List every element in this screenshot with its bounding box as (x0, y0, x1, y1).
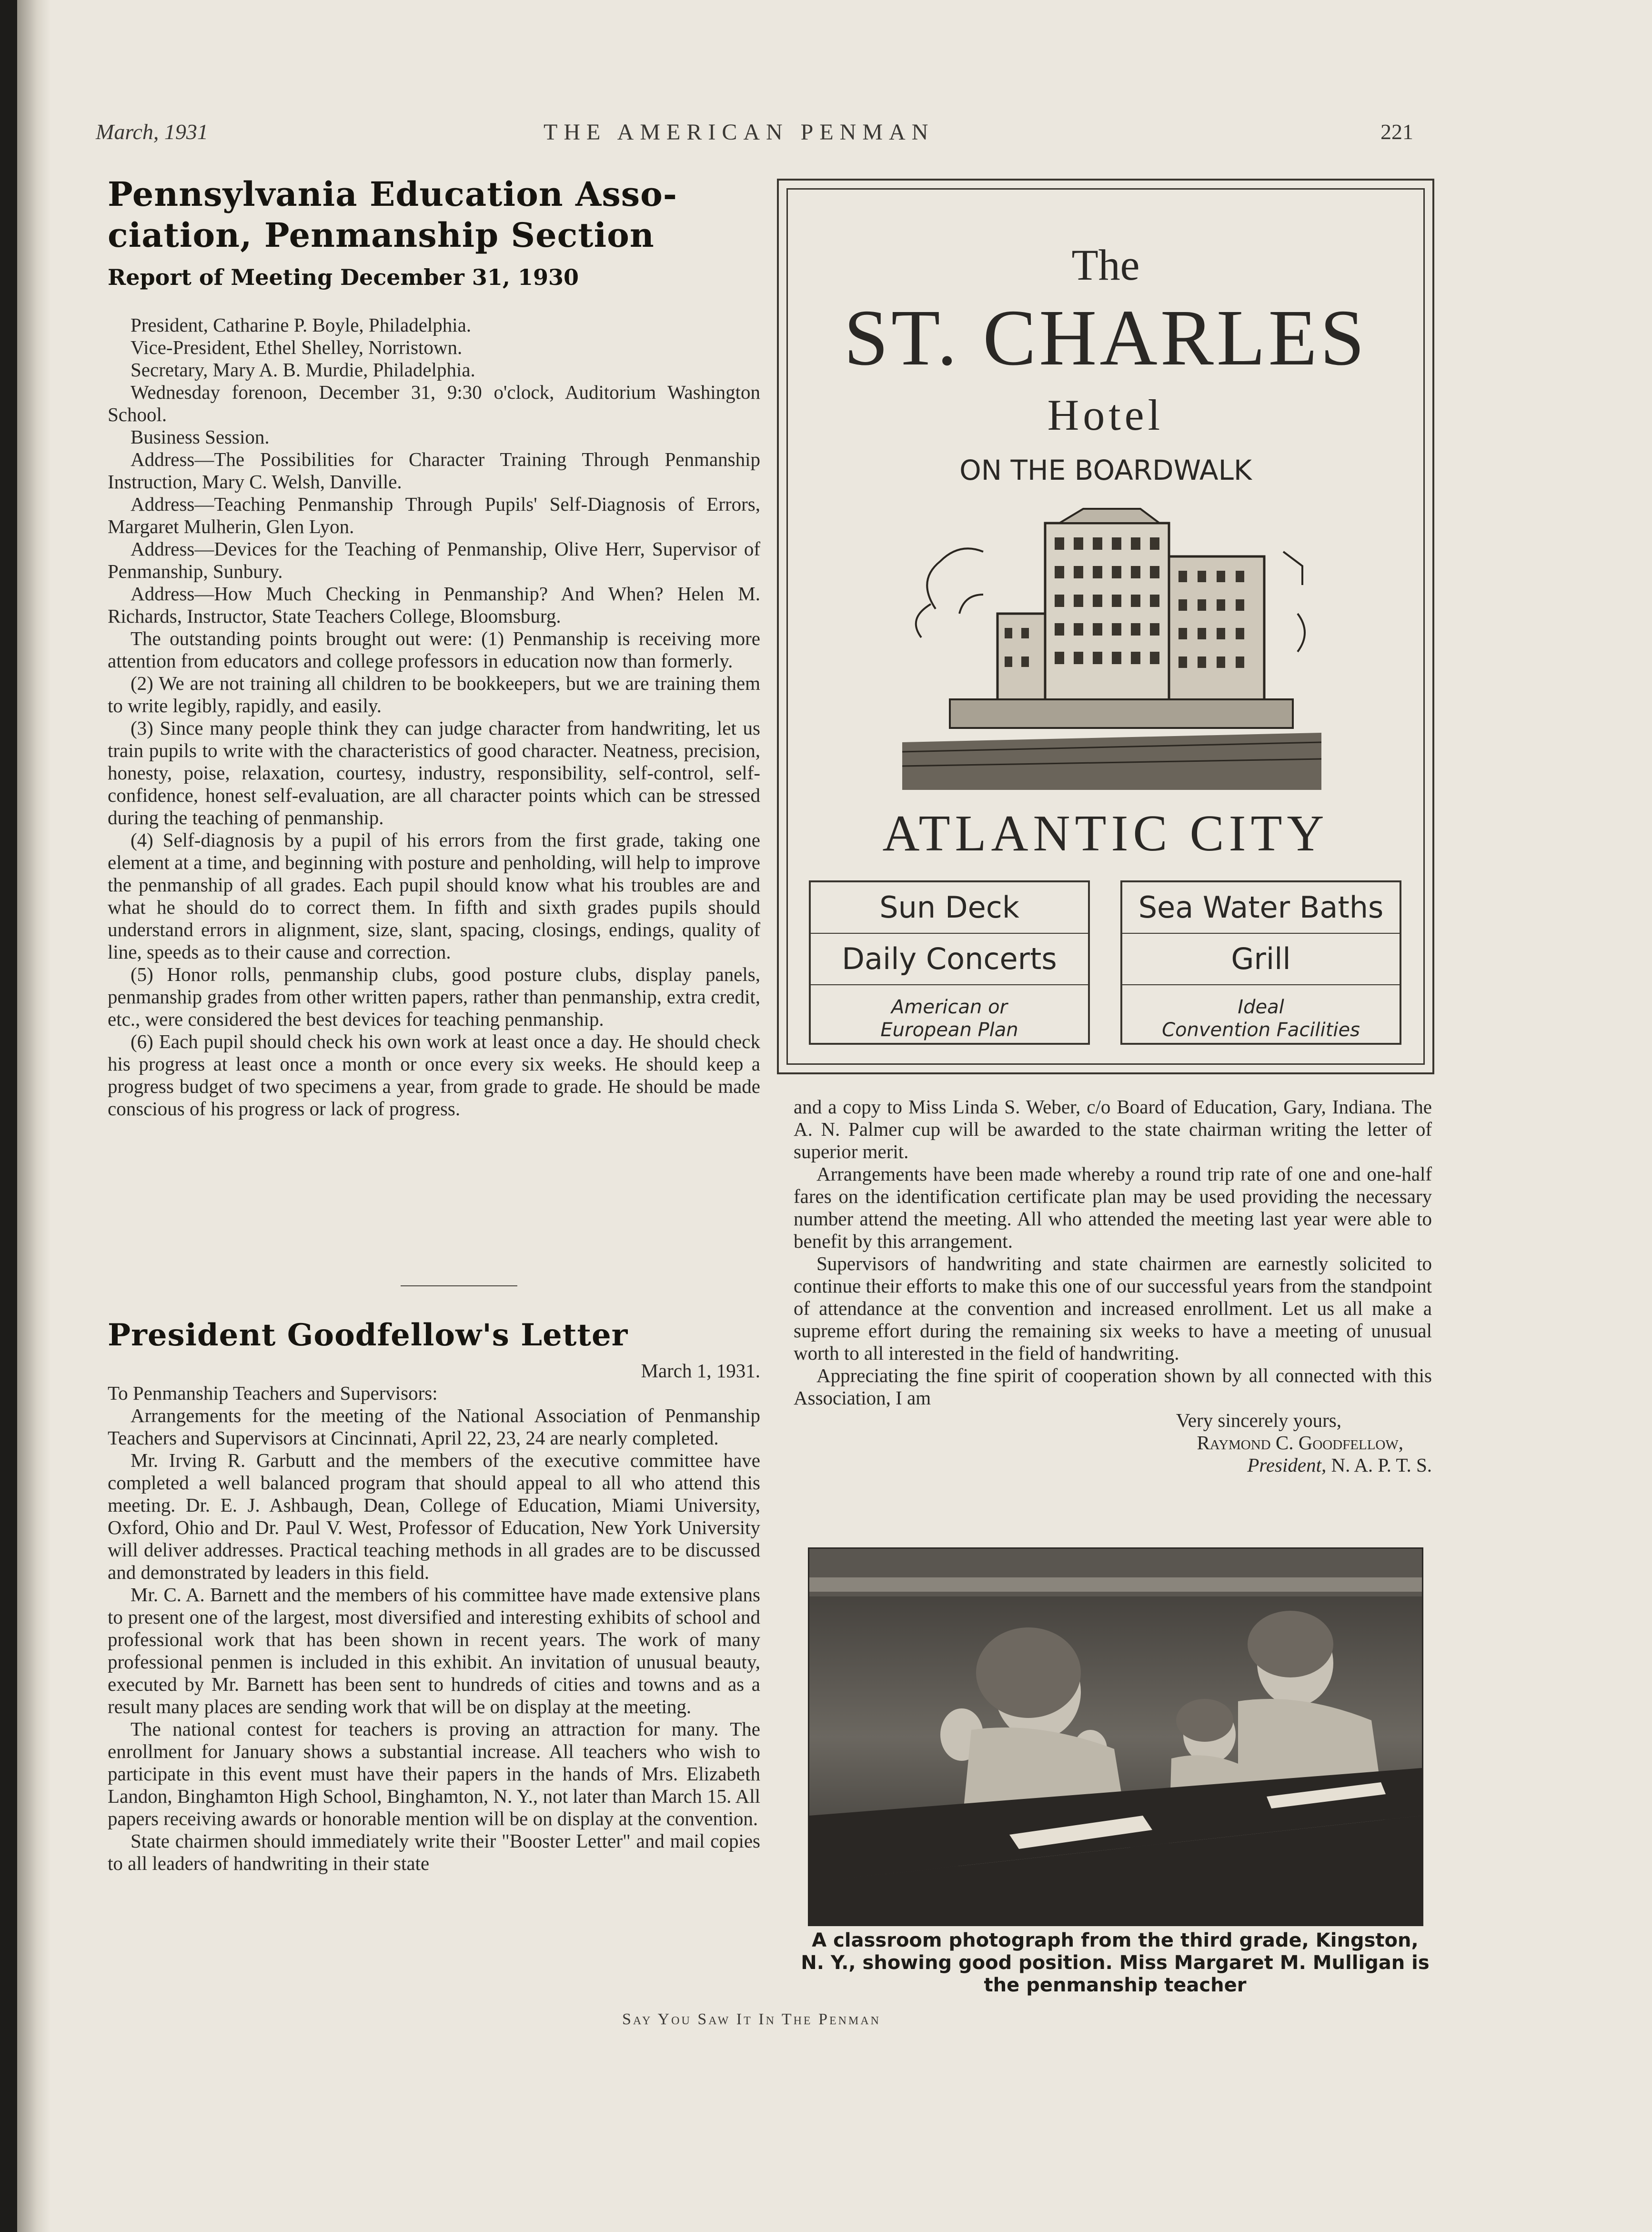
letter-body-right (794, 1096, 1432, 1476)
article-goodfellow-letter (108, 1315, 760, 1875)
paragraph: Vice-President, Ethel Shelley, Norristown. (131, 336, 463, 358)
feature-convention-note: Ideal Convention Facilities (1162, 996, 1360, 1041)
paragraph: (3) Since many people think they can judge character from handwriting, let us train pupils to write with the characteristics of good character. Neatness, precision, honesty, poise, relaxation, courtesy, industry, responsibility, self-control, self-confidence, honest self-evaluation, are all character points which can be stressed during the teaching of penmanship. (108, 717, 760, 828)
paragraph: President, Catharine P. Boyle, Philadelphia. (131, 314, 472, 336)
ad-location: ON THE BOARDWALK (959, 454, 1252, 486)
paragraph: Arrangements have been made whereby a round trip rate of one and one-half fares on the identification certificate plan may be used providing the necessary number attend the meeting. All who attended the meeting last year were able to benefit by this arrangement. (794, 1163, 1432, 1252)
paragraph: State chairmen should immediately write their "Booster Letter" and mail copies to all leaders of handwriting in their state (108, 1830, 760, 1874)
ad-hotel-name: ST. CHARLES (844, 293, 1368, 382)
article-title: Pennsylvania Education Asso- ciation, Penmanship Section (108, 174, 677, 255)
ad-the: The (1071, 241, 1140, 289)
paragraph: Address—The Possibilities for Character Training Through Penmanship Instruction, Mary C. Welsh, Danville. (108, 448, 760, 493)
paragraph: Secretary, Mary A. B. Murdie, Philadelphia. (131, 359, 475, 381)
ad-hotel-word: Hotel (1047, 391, 1164, 439)
classroom-photograph (808, 1547, 1423, 1926)
paragraph: Business Session. (131, 426, 270, 448)
paragraph: Supervisors of handwriting and state chairmen are earnestly solicited to continue their efforts to make this one of our successful years from the standpoint of attendance at the convention and increased enrollment. Let us all make a supreme effort during the remaining six weeks to have a meeting of unusual worth to all interested in the field of handwriting. (794, 1252, 1432, 1364)
letter-title: President Goodfellow's Letter (108, 1317, 628, 1353)
paragraph: (4) Self-diagnosis by a pupil of his errors from the first grade, taking one element at a time, and beginning with posture and penholding, will help to improve the penmanship of all grades. Each pupil should know what his troubles are and what he should do to correct them. In fifth and sixth grades pupils should understand errors in alignment, size, slant, spacing, closings, endings, quality of line, speeds as to their cause and correction. (108, 829, 760, 963)
paragraph: (5) Honor rolls, penmanship clubs, good posture clubs, display panels, penmanship grades from other written papers, rather than penmanship, extra credit, etc., were considered the best devices for teaching penmanship. (108, 963, 760, 1030)
feature-daily-concerts: Daily Concerts (811, 934, 1088, 985)
paragraph: The outstanding points brought out were: (1) Penmanship is receiving more attention from educators and college professors in education now than formerly. (108, 627, 760, 672)
feature-plan-note: American or European Plan (880, 996, 1018, 1041)
hotel-building-illustration (902, 495, 1321, 790)
section-divider (401, 1285, 517, 1286)
paragraph: (6) Each pupil should check his own work at least once a day. He should check his progress at least once a month or once every six weeks. He should keep a progress budget of two specimens a year, from grade to grade. He should be made conscious of his progress or lack of progress. (108, 1030, 760, 1120)
ad-features-right (1120, 880, 1401, 1045)
classroom-photo-image (809, 1549, 1422, 1925)
paragraph: Arrangements for the meeting of the National Association of Penmanship Teachers and Supervisors at Cincinnati, April 22, 23, 24 are nearly completed. (108, 1404, 760, 1449)
letter-signature-name: Raymond C. Goodfellow, (1197, 1432, 1403, 1454)
header-date: March, 1931 (96, 120, 208, 144)
letter-date: March 1, 1931. (641, 1360, 760, 1382)
paragraph: and a copy to Miss Linda S. Weber, c/o Board of Education, Gary, Indiana. The A. N. Palmer cup will be awarded to the state chairman writing the letter of superior merit. (794, 1096, 1432, 1162)
magazine-page (17, 0, 1652, 2232)
letter-body-left (108, 1404, 760, 1875)
article-pea-report (108, 174, 760, 1120)
letter-closing: Very sincerely yours, (1176, 1409, 1341, 1431)
page-spine-shadow (17, 0, 50, 2232)
ad-city: ATLANTIC CITY (882, 805, 1329, 862)
feature-sea-water-baths: Sea Water Baths (1122, 882, 1400, 934)
page-footer: Say You Saw It In The Penman (622, 2010, 881, 2028)
letter-salutation: To Penmanship Teachers and Supervisors: (108, 1382, 438, 1404)
feature-grill: Grill (1122, 934, 1400, 985)
ad-features-left (809, 880, 1090, 1045)
paragraph: Address—Teaching Penmanship Through Pupils' Self-Diagnosis of Errors, Margaret Mulherin, Glen Lyon. (108, 493, 760, 537)
letter-signature-title: President, N. A. P. T. S. (1247, 1454, 1432, 1476)
paragraph: Mr. Irving R. Garbutt and the members of the executive committee have completed a well balanced program that should appeal to all who attend this meeting. Dr. E. J. Ashbaugh, Dean, College of Education, Miami University, Oxford, Ohio and Dr. Paul V. West, Professor of Education, New York University will deliver addresses. Practical teaching methods in all grades are to be discussed and demonstrated by leaders in this field. (108, 1449, 760, 1583)
ad-inner-frame (786, 188, 1425, 1065)
paragraph: Wednesday forenoon, December 31, 9:30 o'clock, Auditorium Washington School. (108, 381, 760, 425)
paragraph: Mr. C. A. Barnett and the members of his committee have made extensive plans to present one of the largest, most diversified and interesting exhibits of school and professional work that has been shown in recent years. The work of many professional penmen is included in this exhibit. An invitation of unusual beauty, executed by Mr. Barnett has been sent to hundreds of cities and towns and as a result many places are sending work that will be on display at the meeting. (108, 1584, 760, 1717)
paragraph: Appreciating the fine spirit of cooperation shown by all connected with this Association, I am (794, 1364, 1432, 1409)
paragraph: The national contest for teachers is proving an attraction for many. The enrollment for January shows a substantial increase. All teachers who wish to participate in this event must have their papers in the hands of Mrs. Elizabeth Landon, Binghamton High School, Binghamton, N. Y., not later than March 15. All papers receiving awards or honorable mention will be on display at the convention. (108, 1718, 760, 1829)
article-body (108, 314, 760, 1120)
article-subtitle: Report of Meeting December 31, 1930 (108, 264, 579, 290)
photo-caption: A classroom photograph from the third grade, Kingston, N. Y., showing good position. Miss Margaret M. Mulligan is the penmanship teacher (801, 1929, 1430, 1996)
paragraph: (2) We are not training all children to be bookkeepers, but we are training them to write legibly, rapidly, and easily. (108, 672, 760, 717)
page-number: 221 (1380, 120, 1413, 144)
paragraph: Address—Devices for the Teaching of Penmanship, Olive Herr, Supervisor of Penmanship, Sunbury. (108, 538, 760, 582)
paragraph: Address—How Much Checking in Penmanship? And When? Helen M. Richards, Instructor, State Teachers College, Bloomsburg. (108, 583, 760, 627)
feature-sun-deck: Sun Deck (811, 882, 1088, 934)
hotel-advertisement (777, 179, 1434, 1074)
header-title: THE AMERICAN PENMAN (544, 120, 935, 145)
